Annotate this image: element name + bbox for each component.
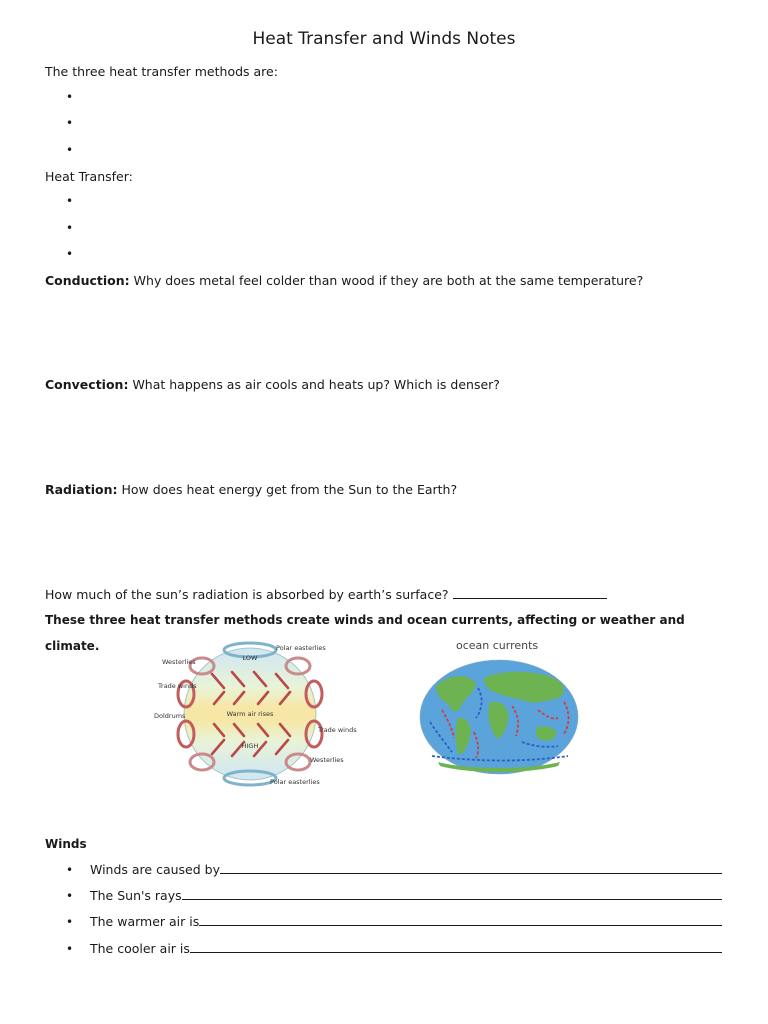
heat-transfer-bullet-2: • bbox=[66, 221, 74, 235]
winds-item-2-label: The Sun's rays bbox=[90, 888, 182, 903]
low-label-top: LOW bbox=[242, 654, 258, 662]
polar-easterlies-bottom-label: Polar easterlies bbox=[270, 778, 320, 786]
winds-item-2-blank[interactable] bbox=[182, 899, 722, 900]
absorbed-answer-blank[interactable] bbox=[453, 587, 607, 599]
winds-item-1-label: Winds are caused by bbox=[90, 862, 220, 877]
conduction-question bbox=[45, 273, 643, 288]
high-label: HIGH bbox=[241, 742, 259, 750]
doldrums-label: Doldrums bbox=[154, 712, 186, 720]
winds-item-1-blank[interactable] bbox=[220, 873, 722, 874]
convection-question bbox=[45, 377, 500, 392]
polar-easterlies-top-label: Polar easterlies bbox=[276, 644, 326, 652]
radiation-text: How does heat energy get from the Sun to the Earth? bbox=[121, 482, 458, 497]
radiation-question bbox=[45, 482, 457, 497]
ocean-currents-map bbox=[418, 658, 580, 776]
heat-transfer-bullet-3: • bbox=[66, 247, 74, 261]
page-title: Heat Transfer and Winds Notes bbox=[252, 29, 516, 49]
global-winds-diagram bbox=[150, 636, 357, 792]
winds-item-4-blank[interactable] bbox=[190, 952, 722, 953]
trade-winds-right-label: Trade winds bbox=[318, 726, 357, 734]
winds-heading: Winds bbox=[45, 837, 87, 851]
winds-bullet-4: • bbox=[66, 942, 74, 956]
intro-text: The three heat transfer methods are: bbox=[45, 64, 278, 79]
summary-line-1: These three heat transfer methods create winds and ocean currents, affecting or weather and bbox=[45, 613, 685, 627]
convection-term: Convection: bbox=[45, 377, 129, 392]
westerlies-top-label: Westerlies bbox=[162, 658, 196, 666]
heat-transfer-label: Heat Transfer: bbox=[45, 169, 133, 184]
warm-air-rises-label: Warm air rises bbox=[226, 710, 274, 718]
absorbed-question bbox=[45, 587, 607, 602]
methods-bullet-1: • bbox=[66, 90, 74, 104]
conduction-text: Why does metal feel colder than wood if they are both at the same temperature? bbox=[133, 273, 644, 288]
absorbed-text: How much of the sun’s radiation is absorbed by earth’s surface? bbox=[45, 587, 449, 602]
winds-bullet-3: • bbox=[66, 915, 74, 929]
ocean-currents-label: ocean currents bbox=[456, 639, 539, 652]
winds-item-3-label: The warmer air is bbox=[90, 914, 200, 929]
heat-transfer-bullet-1: • bbox=[66, 194, 74, 208]
westerlies-bottom-label: Westerlies bbox=[310, 756, 344, 764]
winds-item-4-label: The cooler air is bbox=[90, 941, 190, 956]
winds-item-3 bbox=[66, 914, 722, 929]
methods-bullet-3: • bbox=[66, 143, 74, 157]
radiation-term: Radiation: bbox=[45, 482, 118, 497]
winds-item-3-blank[interactable] bbox=[199, 925, 722, 926]
methods-bullet-2: • bbox=[66, 116, 74, 130]
winds-item-2 bbox=[66, 888, 722, 903]
trade-winds-left-label: Trade winds bbox=[158, 682, 197, 690]
winds-bullet-2: • bbox=[66, 889, 74, 903]
winds-item-4 bbox=[66, 941, 722, 956]
summary-line-2: climate. bbox=[45, 639, 100, 653]
winds-item-1 bbox=[66, 862, 722, 877]
convection-text: What happens as air cools and heats up? Which is denser? bbox=[132, 377, 500, 392]
conduction-term: Conduction: bbox=[45, 273, 130, 288]
winds-bullet-1: • bbox=[66, 863, 74, 877]
